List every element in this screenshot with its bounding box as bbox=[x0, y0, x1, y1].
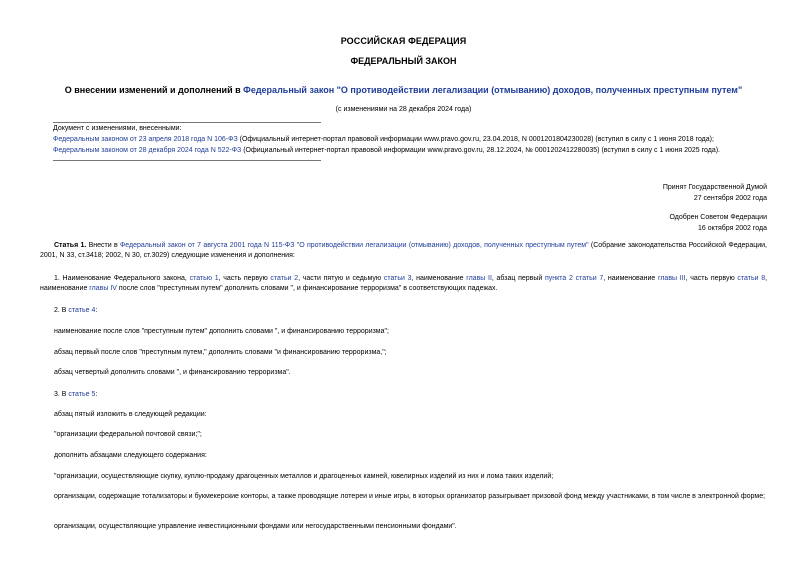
title-prefix: О внесении изменений и дополнений в bbox=[64, 85, 244, 95]
change-details: (Официальный интернет-портал правовой информации www.pravo.gov.ru, 28.12.2024, № 0001202412280035) (вступил в силу с 1 июня 2025 года). bbox=[241, 147, 720, 154]
changes-top-divider bbox=[53, 122, 321, 123]
item-3-paragraph: дополнить абзацами следующего содержания: bbox=[54, 452, 207, 459]
article-4-link[interactable]: статье 4 bbox=[68, 307, 96, 314]
change-item bbox=[53, 136, 714, 143]
edition-note: (с изменениями на 28 декабря 2024 года) bbox=[335, 106, 472, 113]
item-3-paragraph: абзац пятый изложить в следующей редакции: bbox=[54, 411, 207, 418]
article-2-link[interactable]: статьи 2 bbox=[270, 275, 299, 282]
item-2-heading bbox=[54, 307, 97, 314]
item-1-text: , наименование bbox=[411, 275, 467, 282]
change-item bbox=[53, 147, 720, 154]
item-2-text: : bbox=[95, 307, 98, 314]
article-5-link[interactable]: статье 5 bbox=[68, 391, 96, 398]
item-3-paragraph: организации, осуществляющие управление инвестиционными фондами или негосударственными пенсионными фондами". bbox=[54, 523, 457, 530]
changes-heading: Документ с изменениями, внесенными: bbox=[53, 125, 182, 132]
item-2-text: 2. В bbox=[54, 307, 69, 314]
item-1-text: , наименование bbox=[40, 275, 768, 292]
change-law-link[interactable]: Федеральным законом от 23 апреля 2018 года N 106-ФЗ bbox=[53, 136, 238, 143]
item-1-text: , часть первую bbox=[685, 275, 738, 282]
change-law-link[interactable]: Федеральным законом от 28 декабря 2024 года N 522-ФЗ bbox=[53, 147, 242, 154]
item-3-text: : bbox=[95, 391, 98, 398]
item-2-paragraph: абзац первый после слов "преступным путем," дополнить словами "и финансированию терроризма,"; bbox=[54, 349, 387, 356]
article-3-link[interactable]: статьи 3 bbox=[383, 275, 412, 282]
approved-council: Одобрен Советом Федерации bbox=[669, 214, 767, 221]
title-law-link[interactable]: Федеральный закон "О противодействии легализации (отмыванию) доходов, полученных преступным путем" bbox=[243, 85, 743, 95]
article-1-law-link[interactable]: Федеральный закон от 7 августа 2001 года N 115-ФЗ "О противодействии легализации (отмыванию) доходов, полученных преступным путем" bbox=[119, 242, 589, 249]
change-details: (Официальный интернет-портал правовой информации www.pravo.gov.ru, 23.04.2018, N 0001201804230028) (вступил в силу с 1 июня 2018 года); bbox=[237, 136, 714, 143]
chapter-2-link[interactable]: главы II bbox=[466, 275, 492, 282]
article-1-label: Статья 1. bbox=[54, 242, 87, 249]
chapter-4-link[interactable]: главы IV bbox=[89, 285, 117, 292]
item-1-text: , наименование bbox=[603, 275, 658, 282]
item-3-text: 3. В bbox=[54, 391, 69, 398]
chapter-3-link[interactable]: главы III bbox=[657, 275, 686, 282]
adopted-duma-date: 27 сентября 2002 года bbox=[693, 195, 767, 202]
changes-bottom-divider bbox=[53, 160, 321, 161]
item-3-heading bbox=[54, 391, 97, 398]
item-3-paragraph: организации, содержащие тотализаторы и букмекерские конторы, а также проводящие лотереи и иные игры, в которых организатор разыгрывает призовой фонд между участниками, в том числе в электронной форме; bbox=[54, 493, 766, 500]
article-8-link[interactable]: статьи 8 bbox=[737, 275, 766, 282]
country-heading: РОССИЙСКАЯ ФЕДЕРАЦИЯ bbox=[340, 36, 467, 46]
article-1-text-b: (Собрание законодательства Российской Федерации, 2001, N 33, ст.3418; 2002, N 30, ст.3029) следующие изменения и дополнения: bbox=[40, 242, 767, 259]
item-2-paragraph: абзац четвертый дополнить словами ", и финансированию терроризма". bbox=[54, 369, 291, 376]
item-1-text: , части пятую и седьмую bbox=[298, 275, 384, 282]
article-1-link[interactable]: статью 1 bbox=[189, 275, 219, 282]
item-3-paragraph: "организации федеральной почтовой связи;"; bbox=[54, 431, 202, 438]
document-title bbox=[0, 85, 807, 95]
law-type-heading: ФЕДЕРАЛЬНЫЙ ЗАКОН bbox=[350, 56, 457, 66]
adopted-duma: Принят Государственной Думой bbox=[662, 184, 767, 191]
item-1-text: , часть первую bbox=[218, 275, 271, 282]
article-7-link[interactable]: пункта 2 статьи 7 bbox=[545, 275, 604, 282]
item-1-paragraph bbox=[40, 274, 767, 294]
item-2-paragraph: наименование после слов "преступным путем" дополнить словами ", и финансированию терроризма"; bbox=[54, 328, 389, 335]
article-1-paragraph bbox=[40, 241, 767, 261]
item-1-text: после слов "преступным путем" дополнить словами ", и финансирование терроризма" в соответствующих падежах. bbox=[116, 285, 498, 292]
item-1-text: , абзац первый bbox=[491, 275, 545, 282]
item-3-paragraph: "организации, осуществляющие скупку, куплю-продажу драгоценных металлов и драгоценных камней, ювелирных изделий из них и лома таких изделий; bbox=[54, 473, 554, 480]
approved-council-date: 16 октября 2002 года bbox=[698, 225, 767, 232]
item-1-text: 1. Наименование Федерального закона, bbox=[54, 275, 190, 282]
article-1-text-a: Внести в bbox=[86, 242, 120, 249]
